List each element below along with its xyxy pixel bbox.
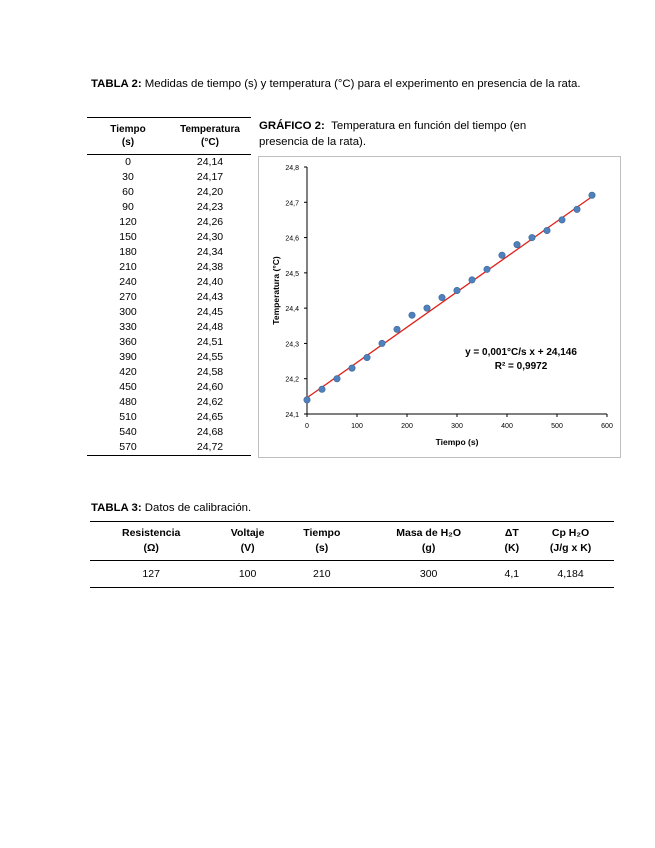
table2-cell-temperature: 24,23 — [196, 201, 224, 213]
x-tick-label: 500 — [551, 423, 563, 430]
y-tick-label: 24,7 — [285, 200, 299, 208]
table2-cell-temperature: 24,26 — [196, 216, 224, 228]
table3-cell-voltage: 100 — [212, 561, 283, 588]
table2-row — [87, 395, 251, 410]
graph2-caption — [259, 118, 565, 150]
table2-cell-temperature: 24,51 — [196, 336, 224, 348]
table3-header-time: Tiempo (s) — [283, 522, 361, 561]
table2-cell-time: 60 — [122, 186, 134, 198]
table2-cell-temperature: 24,30 — [196, 231, 224, 243]
graph2-svg — [259, 157, 621, 457]
table2-cell-time: 450 — [119, 381, 137, 393]
table2-caption-label: TABLA 2: — [91, 78, 142, 90]
table2-row — [87, 335, 251, 350]
table3-caption-text: Datos de calibración. — [144, 502, 252, 514]
table2-caption — [91, 76, 581, 92]
y-tick-label: 24,3 — [285, 341, 299, 349]
table2-cell-temperature: 24,40 — [196, 276, 224, 288]
table2-cell-time: 420 — [119, 366, 137, 378]
data-point — [514, 241, 520, 247]
table2-row — [87, 350, 251, 365]
table2-row — [87, 380, 251, 395]
table2-cell-time: 120 — [119, 216, 137, 228]
table2-cell-temperature: 24,68 — [196, 426, 224, 438]
table2-row — [87, 230, 251, 245]
graph2-caption-line1: Temperatura en función del tiempo (en — [331, 120, 527, 132]
x-tick-label: 400 — [501, 423, 513, 430]
graph2-caption-line2: presencia de la rata). — [259, 136, 367, 148]
table2-row — [87, 275, 251, 290]
table2-cell-temperature: 24,72 — [169, 440, 251, 456]
data-point — [319, 386, 325, 392]
table3-caption-label: TABLA 3: — [91, 502, 142, 514]
table2-row — [87, 290, 251, 305]
table2-caption-text: Medidas de tiempo (s) y temperatura (°C) para el experimento en presencia de la rata. — [144, 78, 581, 90]
table2-cell-time: 210 — [119, 261, 137, 273]
table2-cell-time: 330 — [119, 321, 137, 333]
data-point — [379, 340, 385, 346]
table2-header-time: Tiempo (s) — [87, 118, 169, 155]
data-point — [544, 227, 550, 233]
table3-header-delta-t: ΔT (K) — [497, 522, 528, 561]
table2-cell-temperature: 24,20 — [196, 186, 224, 198]
table2-row — [87, 260, 251, 275]
table3-cell-time: 210 — [283, 561, 361, 588]
table2-cell-time: 0 — [125, 156, 131, 168]
table2-cell-time: 570 — [87, 440, 169, 456]
data-point — [589, 192, 595, 198]
y-tick-label: 24,8 — [285, 165, 299, 172]
y-axis-title: Temperatura (°C) — [271, 256, 281, 325]
data-point — [559, 217, 565, 223]
table2-row — [87, 425, 251, 440]
data-point — [304, 397, 310, 403]
table3-cell-water-mass: 300 — [361, 561, 497, 588]
table2-cell-temperature: 24,14 — [196, 156, 224, 168]
data-point — [349, 365, 355, 371]
table3-header-water-mass: Masa de H₂O (g) — [361, 522, 497, 561]
table3-cell-resistance: 127 — [90, 561, 212, 588]
table2-row — [87, 155, 251, 171]
table2-row — [87, 440, 251, 456]
table2-cell-time: 150 — [119, 231, 137, 243]
table2-cell-time: 540 — [119, 426, 137, 438]
x-axis-title: Tiempo (s) — [435, 437, 479, 447]
data-point — [364, 354, 370, 360]
y-tick-label: 24,6 — [285, 235, 299, 243]
r-squared-label: R² = 0,9972 — [494, 361, 548, 372]
data-point — [574, 206, 580, 212]
table3-cell-cp-water: 4,184 — [527, 561, 614, 588]
table3-header-row — [90, 522, 614, 561]
table2-cell-time: 270 — [119, 291, 137, 303]
table2-row — [87, 170, 251, 185]
table2-cell-time: 300 — [119, 306, 137, 318]
data-point — [469, 277, 475, 283]
table2-cell-time: 480 — [119, 396, 137, 408]
table3-header-resistance: Resistencia (Ω) — [90, 522, 212, 561]
trendline-equation: y = 0,001°C/s x + 24,146 — [465, 347, 577, 358]
table2-cell-time: 360 — [119, 336, 137, 348]
y-tick-label: 24,4 — [285, 306, 299, 314]
table2-cell-time: 510 — [119, 411, 137, 423]
table3-data-row — [90, 561, 614, 588]
table2 — [87, 117, 251, 456]
table2-cell-time: 90 — [122, 201, 134, 213]
data-point — [394, 326, 400, 332]
data-point — [409, 312, 415, 318]
y-tick-label: 24,5 — [285, 270, 299, 278]
table3-header-cp-water: Cp H₂O (J/g x K) — [527, 522, 614, 561]
table2-cell-temperature: 24,34 — [196, 246, 224, 258]
table2-cell-temperature: 24,65 — [196, 411, 224, 423]
table2-cell-time: 30 — [122, 171, 134, 183]
table2-row — [87, 185, 251, 200]
data-point — [424, 305, 430, 311]
y-tick-label: 24,1 — [285, 412, 299, 419]
x-tick-label: 600 — [601, 423, 613, 430]
table2-row — [87, 320, 251, 335]
data-point — [439, 294, 445, 300]
table2-row — [87, 305, 251, 320]
table2-cell-temperature: 24,48 — [196, 321, 224, 333]
table2-cell-temperature: 24,55 — [196, 351, 224, 363]
data-point — [454, 287, 460, 293]
graph2-chart — [258, 156, 621, 458]
table2-body — [87, 155, 251, 456]
table2-cell-time: 390 — [119, 351, 137, 363]
data-point — [499, 252, 505, 258]
x-tick-label: 300 — [451, 423, 463, 430]
table2-cell-time: 240 — [119, 276, 137, 288]
table3-caption — [91, 500, 251, 516]
y-tick-label: 24,2 — [285, 376, 299, 384]
table2-cell-temperature: 24,58 — [196, 366, 224, 378]
table2-cell-temperature: 24,43 — [196, 291, 224, 303]
table2-cell-temperature: 24,17 — [196, 171, 224, 183]
table2-row — [87, 245, 251, 260]
x-tick-label: 0 — [305, 423, 309, 430]
table2-row — [87, 200, 251, 215]
data-point — [334, 376, 340, 382]
table2-row — [87, 365, 251, 380]
table3-cell-delta-t: 4,1 — [497, 561, 528, 588]
x-tick-label: 100 — [351, 423, 363, 430]
data-point — [484, 266, 490, 272]
data-point — [529, 234, 535, 240]
x-tick-label: 200 — [401, 423, 413, 430]
table3-header-voltage: Voltaje (V) — [212, 522, 283, 561]
table2-row — [87, 410, 251, 425]
table2-header-temperature: Temperatura (°C) — [169, 118, 251, 155]
table2-cell-temperature: 24,45 — [196, 306, 224, 318]
table2-cell-temperature: 24,62 — [196, 396, 224, 408]
table3 — [90, 521, 614, 588]
table2-cell-time: 180 — [119, 246, 137, 258]
table2-cell-temperature: 24,38 — [196, 261, 224, 273]
graph2-caption-label: GRÁFICO 2: — [259, 120, 325, 132]
table2-cell-temperature: 24,60 — [196, 381, 224, 393]
table2-row — [87, 215, 251, 230]
